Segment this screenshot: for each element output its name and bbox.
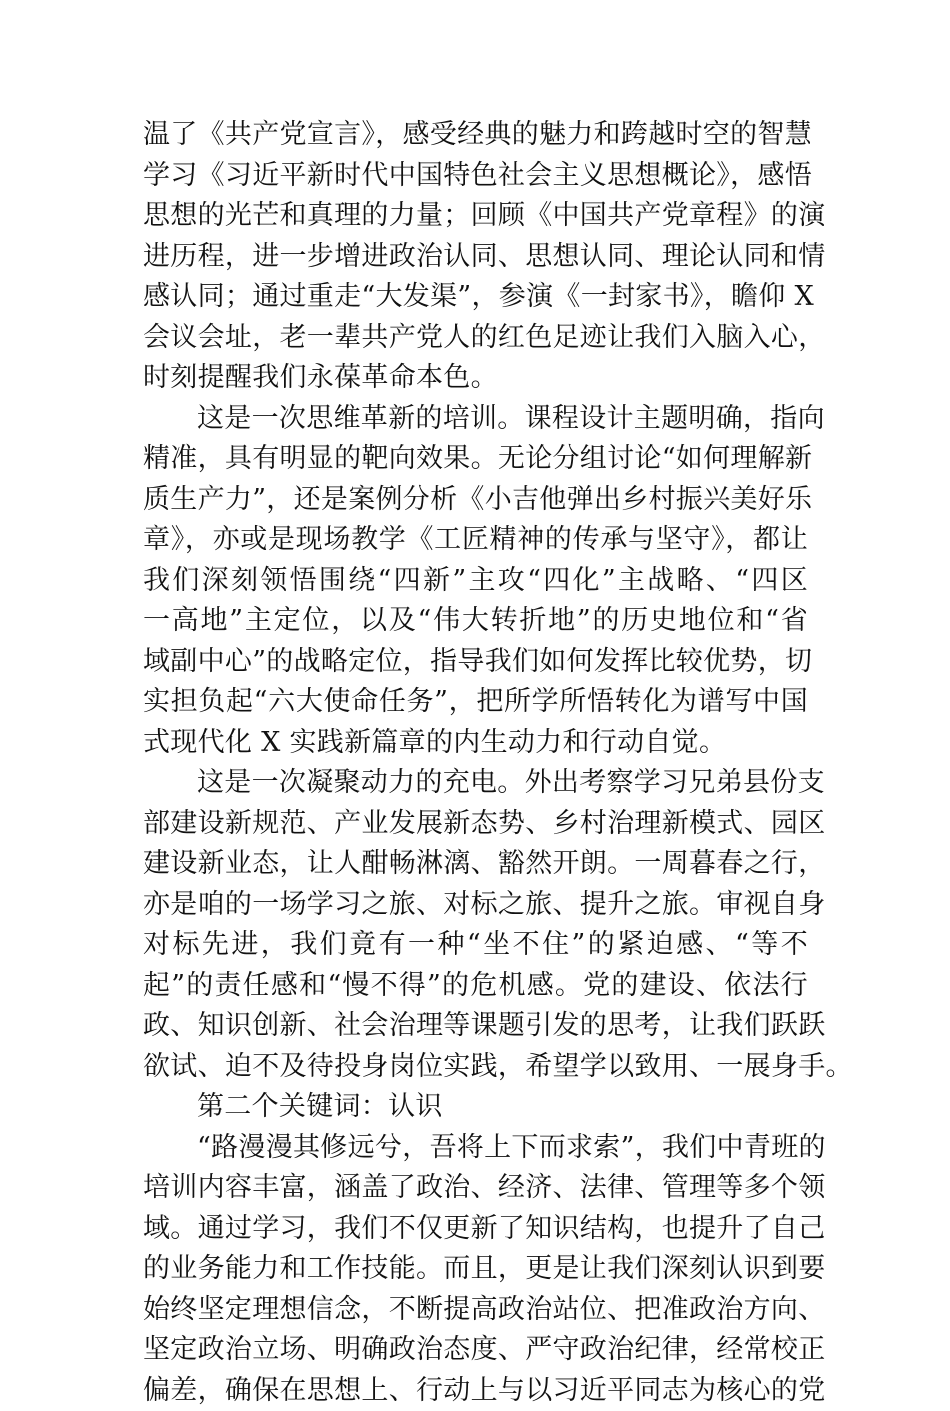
text-line: 感认同；通过重走“大发渠”，参演《一封家书》，瞻仰 X [143,277,808,318]
text-line: 会议会址，老一辈共产党人的红色足迹让我们入脑入心， [143,318,808,359]
text-line: 政、知识创新、社会治理等课题引发的思考，让我们跃跃 [143,1006,808,1047]
text-line: 亦是咱的一场学习之旅、对标之旅、提升之旅。审视自身 [143,885,808,926]
text-line: 建设新业态，让人酣畅淋漓、豁然开朗。一周暮春之行， [143,844,808,885]
text-line: 学习《习近平新时代中国特色社会主义思想概论》，感悟 [143,156,808,197]
text-line: 质生产力”，还是案例分析《小吉他弹出乡村振兴美好乐 [143,480,808,521]
text-line: 起”的责任感和“慢不得”的危机感。党的建设、依法行 [143,966,808,1007]
text-line: 精准，具有明显的靶向效果。无论分组讨论“如何理解新 [143,439,808,480]
text-line: 的业务能力和工作技能。而且，更是让我们深刻认识到要 [143,1249,808,1290]
paragraph-first-line: “路漫漫其修远兮，吾将上下而求索”，我们中青班的 [143,1128,808,1169]
document-body [143,115,808,1411]
text-line: 实担负起“六大使命任务”，把所学所悟转化为谱写中国 [143,682,808,723]
text-line: 进历程，进一步增进政治认同、思想认同、理论认同和情 [143,237,808,278]
section-heading: 第二个关键词：认识 [143,1087,808,1128]
paragraph-first-line: 这是一次凝聚动力的充电。外出考察学习兄弟县份支 [143,763,808,804]
text-line: 欲试、迫不及待投身岗位实践，希望学以致用、一展身手。 [143,1047,808,1088]
text-line: 章》，亦或是现场教学《工匠精神的传承与坚守》，都让 [143,520,808,561]
text-line: 部建设新规范、产业发展新态势、乡村治理新模式、园区 [143,804,808,845]
text-line: 我们深刻领悟围绕“四新”主攻“四化”主战略、“四区 [143,561,808,602]
text-line: 时刻提醒我们永葆革命本色。 [143,358,808,399]
text-line: 思想的光芒和真理的力量；回顾《中国共产党章程》的演 [143,196,808,237]
text-line: 对标先进，我们竟有一种“坐不住”的紧迫感、“等不 [143,925,808,966]
text-line: 坚定政治立场、明确政治态度、严守政治纪律，经常校正 [143,1330,808,1371]
text-line: 式现代化 X 实践新篇章的内生动力和行动自觉。 [143,723,808,764]
paragraph-first-line: 这是一次思维革新的培训。课程设计主题明确，指向 [143,399,808,440]
text-line: 域。通过学习，我们不仅更新了知识结构，也提升了自己 [143,1209,808,1250]
text-line: 温了《共产党宣言》，感受经典的魅力和跨越时空的智慧 [143,115,808,156]
text-line: 始终坚定理想信念，不断提高政治站位、把准政治方向、 [143,1290,808,1331]
text-line: 域副中心”的战略定位，指导我们如何发挥比较优势，切 [143,642,808,683]
text-line: 偏差，确保在思想上、行动上与以习近平同志为核心的党 [143,1371,808,1411]
text-line: 一高地”主定位，以及“伟大转折地”的历史地位和“省 [143,601,808,642]
text-line: 培训内容丰富，涵盖了政治、经济、法律、管理等多个领 [143,1168,808,1209]
